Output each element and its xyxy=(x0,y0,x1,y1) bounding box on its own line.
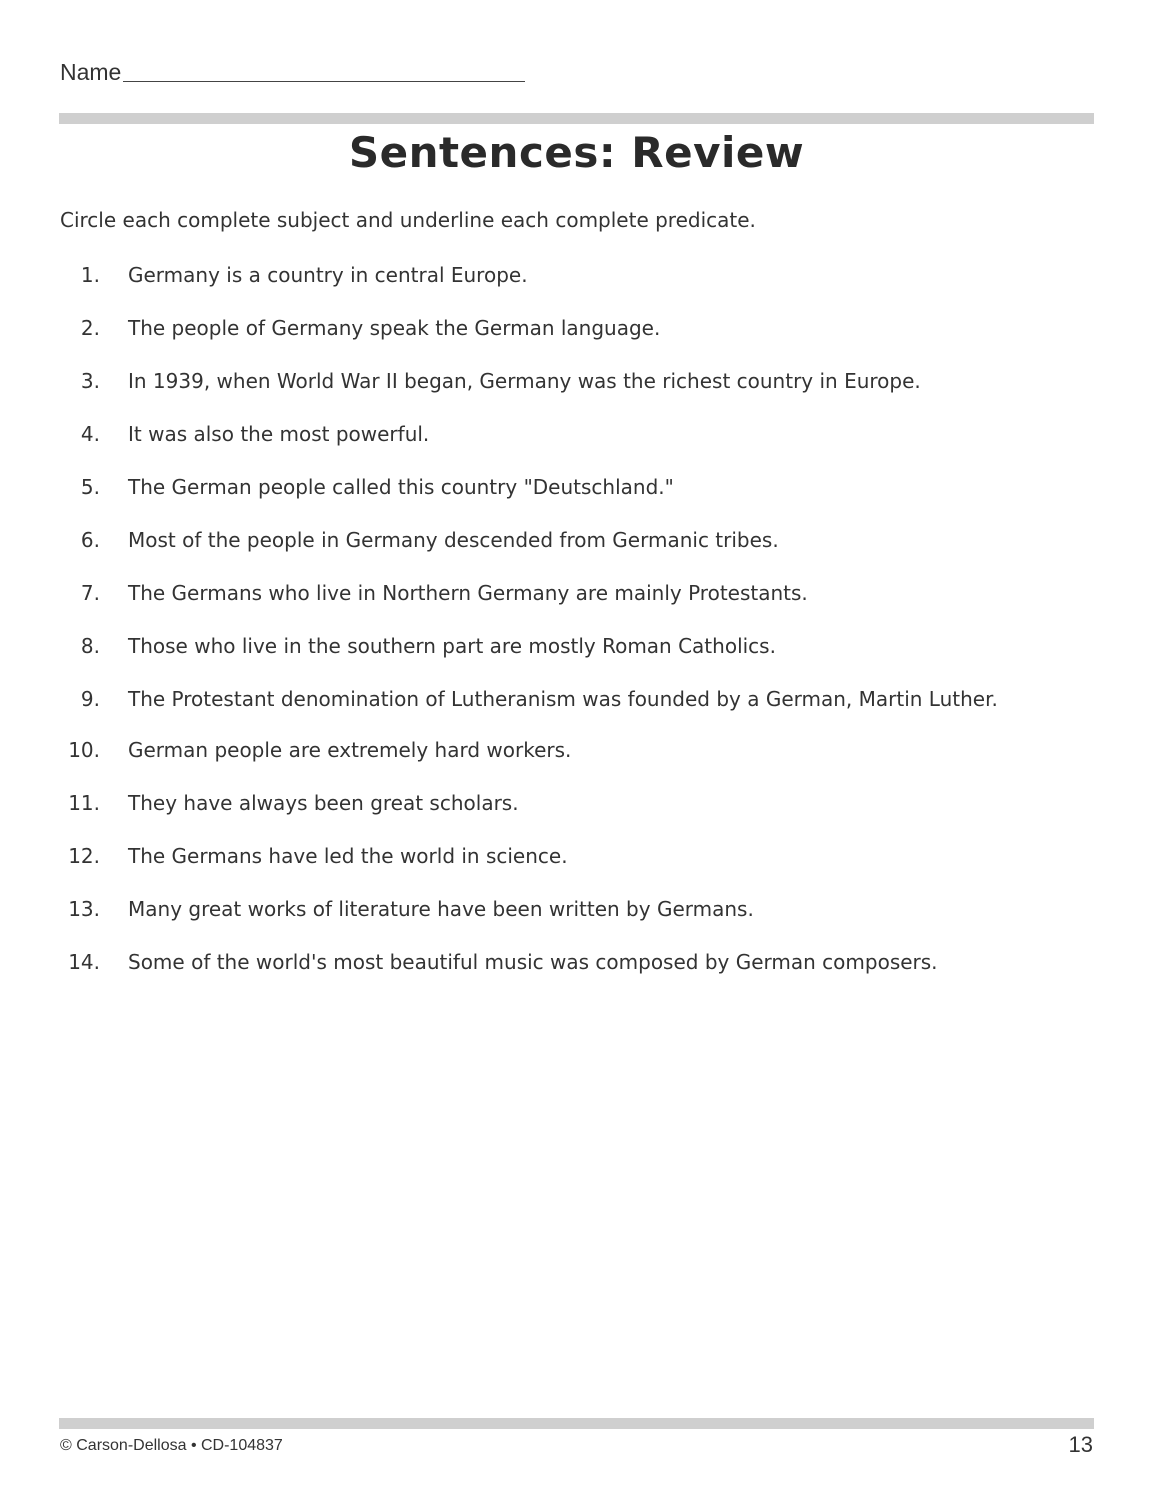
item-sentence: The German people called this country "Deutschland." xyxy=(128,475,674,499)
bottom-divider xyxy=(59,1418,1094,1429)
page-title: Sentences: Review xyxy=(348,128,805,177)
item-number: 1. xyxy=(80,263,100,287)
item-sentence: In 1939, when World War II began, Germany was the richest country in Europe. xyxy=(128,369,921,393)
list-item xyxy=(60,368,1100,394)
item-number: 3. xyxy=(80,369,100,393)
list-item xyxy=(60,737,1100,763)
item-number: 4. xyxy=(80,422,100,446)
list-item xyxy=(60,790,1100,816)
item-number: 5. xyxy=(80,475,100,499)
item-sentence: It was also the most powerful. xyxy=(128,422,430,446)
item-sentence: Many great works of literature have been written by Germans. xyxy=(128,897,754,921)
item-sentence: Most of the people in Germany descended from Germanic tribes. xyxy=(128,528,779,552)
item-number: 6. xyxy=(80,528,100,552)
item-sentence: Germany is a country in central Europe. xyxy=(128,263,528,287)
list-item xyxy=(60,949,1100,975)
name-label: Name xyxy=(60,59,122,85)
list-item xyxy=(60,527,1100,553)
item-number: 8. xyxy=(80,634,100,658)
top-divider xyxy=(59,113,1094,124)
item-sentence: The people of Germany speak the German language. xyxy=(128,316,661,340)
list-item xyxy=(60,315,1100,341)
item-sentence: They have always been great scholars. xyxy=(128,791,519,815)
item-number: 9. xyxy=(80,687,100,711)
list-item xyxy=(60,580,1100,606)
item-sentence: The Protestant denomination of Lutheranism was founded by a German, Martin Luther. xyxy=(128,687,998,711)
copyright-notice: © Carson-Dellosa • CD-104837 xyxy=(60,1437,283,1454)
item-number: 2. xyxy=(80,316,100,340)
list-item xyxy=(60,474,1100,500)
item-number: 12. xyxy=(68,844,100,868)
item-number: 14. xyxy=(68,950,100,974)
item-number: 10. xyxy=(68,738,100,762)
item-number: 7. xyxy=(80,581,100,605)
item-sentence: Some of the world's most beautiful music was composed by German composers. xyxy=(128,950,938,974)
list-item xyxy=(60,843,1100,869)
item-number: 11. xyxy=(68,791,100,815)
list-item xyxy=(60,262,1100,288)
page-number: 13 xyxy=(1068,1432,1093,1457)
item-sentence: German people are extremely hard workers. xyxy=(128,738,572,762)
name-field xyxy=(60,58,525,86)
item-sentence: The Germans who live in Northern Germany are mainly Protestants. xyxy=(128,581,808,605)
item-sentence: The Germans have led the world in science. xyxy=(128,844,568,868)
list-item xyxy=(60,686,1100,712)
item-sentence: Those who live in the southern part are mostly Roman Catholics. xyxy=(128,634,776,658)
list-item xyxy=(60,633,1100,659)
sentence-list xyxy=(60,262,1100,1002)
item-number: 13. xyxy=(68,897,100,921)
list-item xyxy=(60,421,1100,447)
instructions: Circle each complete subject and underline each complete predicate. xyxy=(60,208,756,232)
list-item xyxy=(60,896,1100,922)
name-blank-line xyxy=(123,81,525,82)
